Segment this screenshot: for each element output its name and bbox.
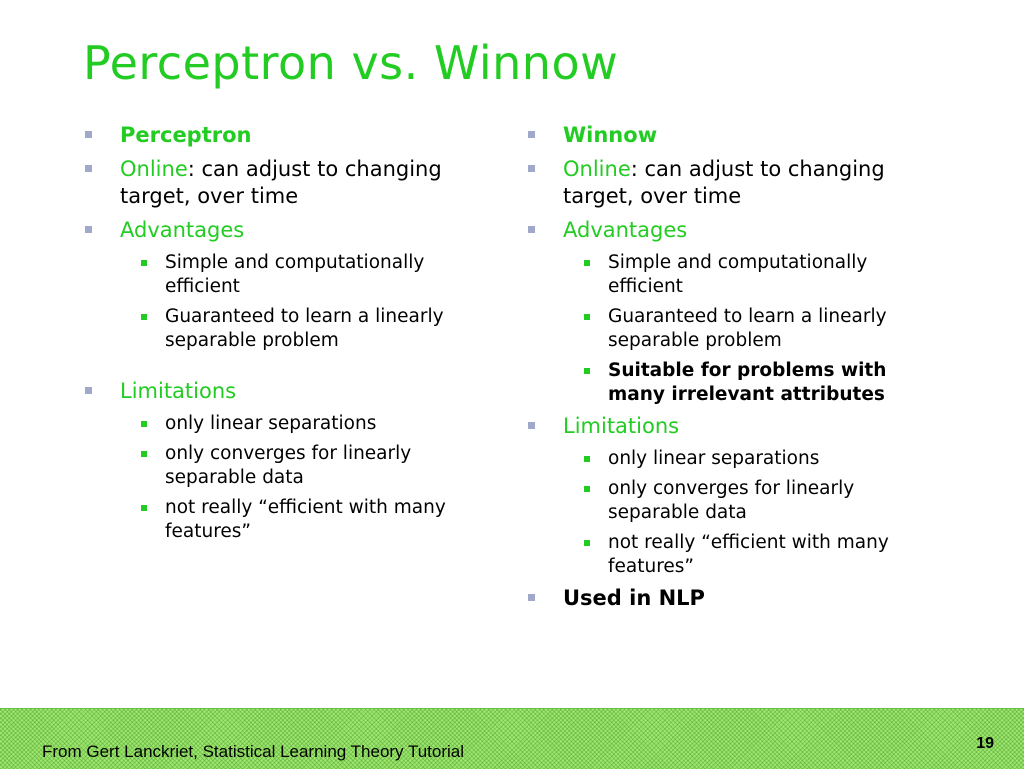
square-bullet-icon: [584, 456, 590, 462]
perceptron-limitations-label: Limitations: [85, 378, 485, 405]
list-item: only linear separations: [85, 412, 485, 436]
list-item: not really “efficient with many features”: [85, 496, 485, 544]
square-bullet-icon: [85, 226, 92, 233]
list-item: only linear separations: [528, 447, 928, 471]
square-bullet-icon: [584, 540, 590, 546]
square-bullet-icon: [85, 131, 92, 138]
square-bullet-icon: [528, 226, 535, 233]
perceptron-column: [85, 122, 485, 550]
winnow-advantages-label: Advantages: [528, 217, 928, 244]
footer-bar: [0, 708, 1024, 769]
square-bullet-icon: [584, 486, 590, 492]
square-bullet-icon: [584, 314, 590, 320]
square-bullet-icon: [141, 451, 147, 457]
perceptron-advantages-label: Advantages: [85, 217, 485, 244]
winnow-used-in-nlp: Used in NLP: [528, 585, 928, 612]
list-item: Simple and computationally efficient: [528, 251, 928, 299]
list-item: not really “efficient with many features”: [528, 531, 928, 579]
square-bullet-icon: [85, 387, 92, 394]
square-bullet-icon: [528, 131, 535, 138]
winnow-column: [528, 122, 928, 619]
square-bullet-icon: [141, 421, 147, 427]
perceptron-online-item: [85, 156, 485, 210]
list-item: only converges for linearly separable data: [85, 442, 485, 490]
square-bullet-icon: [141, 260, 147, 266]
list-item: Simple and computationally efficient: [85, 251, 485, 299]
square-bullet-icon: [85, 165, 92, 172]
winnow-heading-item: [528, 122, 928, 149]
page-number: 19: [976, 735, 994, 752]
square-bullet-icon: [528, 165, 535, 172]
list-item: only converges for linearly separable data: [528, 477, 928, 525]
footer-credit: From Gert Lanckriet, Statistical Learning Theory Tutorial: [42, 742, 465, 761]
list-item: Guaranteed to learn a linearly separable problem: [85, 305, 485, 353]
online-term: Online: [563, 157, 631, 181]
square-bullet-icon: [584, 368, 590, 374]
online-description: : can adjust to changing target, over time: [120, 157, 442, 208]
square-bullet-icon: [528, 422, 535, 429]
square-bullet-icon: [528, 594, 535, 601]
perceptron-heading-item: [85, 122, 485, 149]
square-bullet-icon: [141, 314, 147, 320]
winnow-online-item: [528, 156, 928, 210]
list-item: Guaranteed to learn a linearly separable problem: [528, 305, 928, 353]
perceptron-heading: Perceptron: [120, 123, 252, 147]
online-term: Online: [120, 157, 188, 181]
square-bullet-icon: [141, 505, 147, 511]
list-item: Suitable for problems with many irrelevant attributes: [528, 359, 928, 407]
winnow-limitations-label: Limitations: [528, 413, 928, 440]
square-bullet-icon: [584, 260, 590, 266]
online-description: : can adjust to changing target, over time: [563, 157, 885, 208]
winnow-heading: Winnow: [563, 123, 658, 147]
slide-title: Perceptron vs. Winnow: [83, 36, 619, 90]
